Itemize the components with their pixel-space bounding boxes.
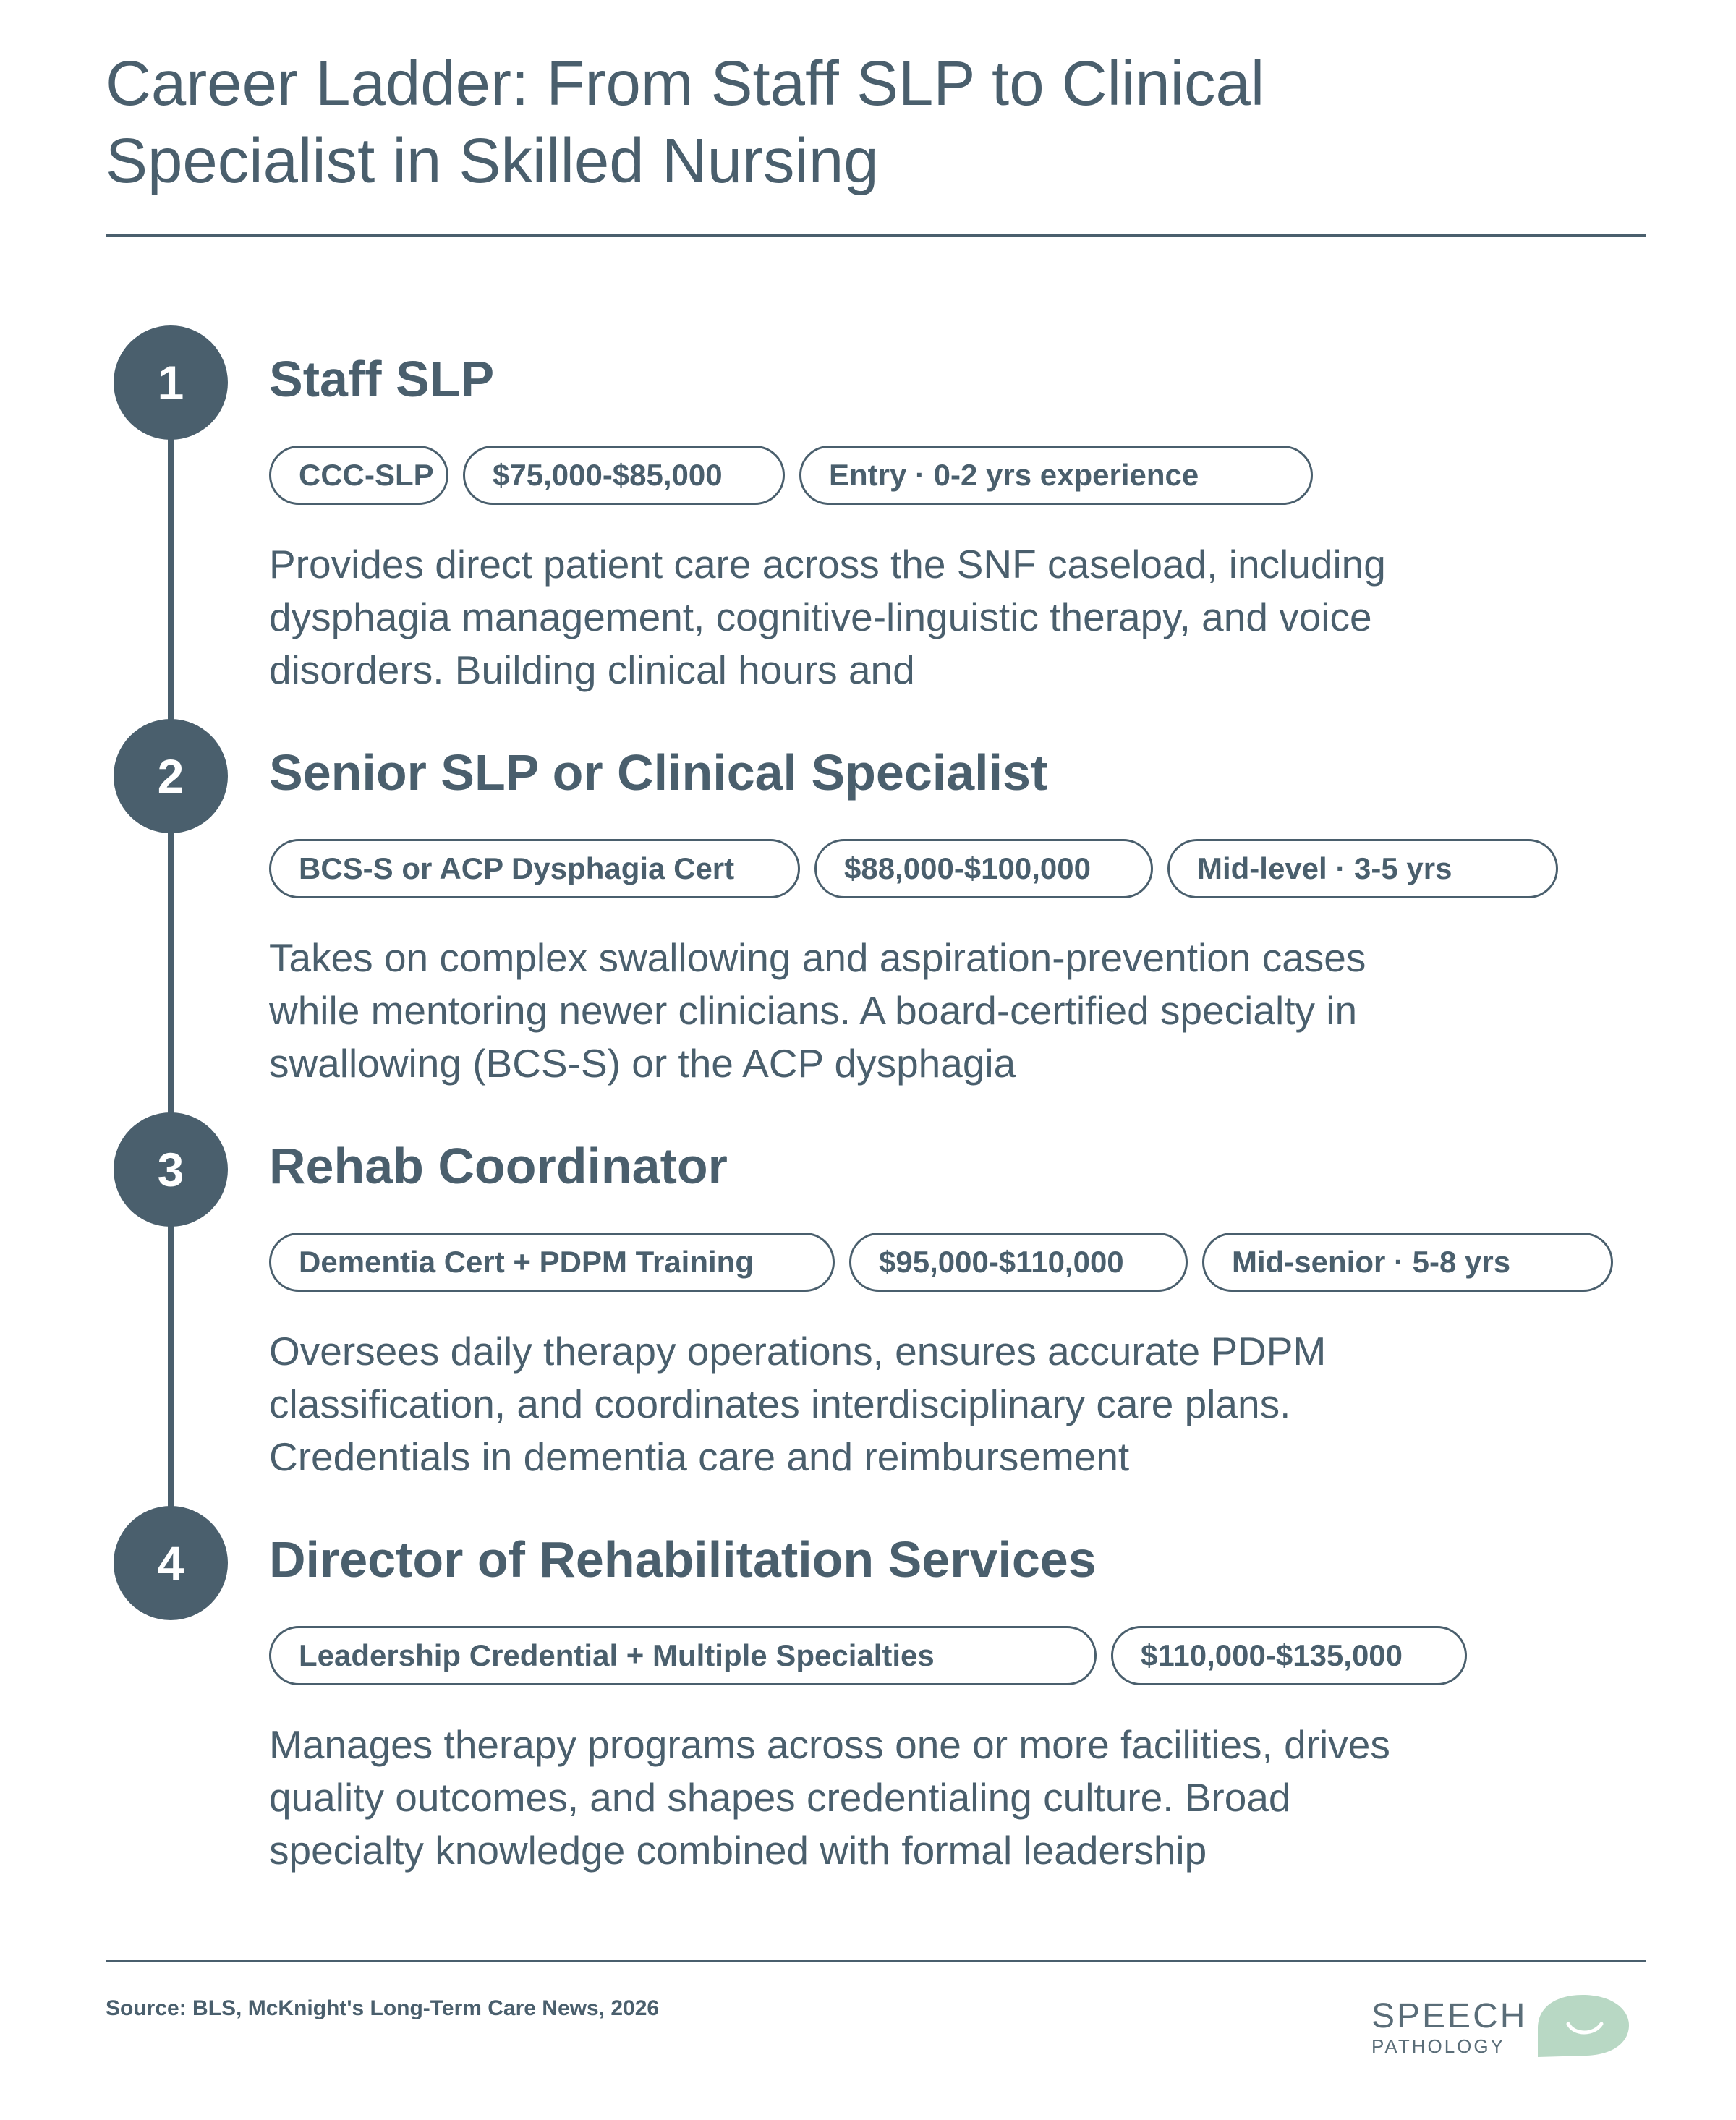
credential-pill: Leadership Credential + Multiple Specialties [269, 1626, 1097, 1685]
timeline-connector [168, 383, 174, 1562]
salary-pill: $75,000-$85,000 [463, 446, 785, 505]
speech-bubble-icon [1532, 1991, 1633, 2060]
level-pill: Entry · 0-2 yrs experience [799, 446, 1313, 505]
source-note: Source: BLS, McKnight's Long-Term Care News, 2026 [106, 1996, 660, 2020]
step-title: Senior SLP or Clinical Specialist [269, 744, 1048, 801]
title-divider [106, 234, 1646, 237]
step-title: Staff SLP [269, 351, 495, 407]
step-title: Rehab Coordinator [269, 1138, 728, 1194]
step-title: Director of Rehabilitation Services [269, 1531, 1097, 1588]
level-pill: Mid-level · 3-5 yrs [1167, 839, 1558, 898]
credential-pill: CCC-SLP [269, 446, 448, 505]
step-description: Provides direct patient care across the SNF caseload, including dysphagia management, cognitive-linguistic therapy, and voice disorders. Building clinical hours and [269, 542, 1386, 692]
credential-pill: BCS-S or ACP Dysphagia Cert [269, 839, 800, 898]
salary-pill: $110,000-$135,000 [1111, 1626, 1467, 1685]
footer-divider [106, 1960, 1646, 1962]
speech-pathology-logo [1371, 1991, 1632, 2063]
logo-word-pathology: PATHOLOGY [1371, 2035, 1505, 2057]
step-number-badge: 2 [114, 719, 228, 833]
credential-pill: Dementia Cert + PDPM Training [269, 1233, 835, 1292]
step-description: Takes on complex swallowing and aspiration-prevention cases while mentoring newer clinicians. A board-certified specialty in swallowing (BCS-S) or the ACP dysphagia [269, 935, 1366, 1086]
salary-pill: $88,000-$100,000 [814, 839, 1153, 898]
step-number-badge: 3 [114, 1112, 228, 1227]
page-title: Career Ladder: From Staff SLP to Clinical Specialist in Skilled Nursing [106, 48, 1265, 196]
logo-word-speech: SPEECH [1371, 1997, 1528, 2035]
step-description: Manages therapy programs across one or more facilities, drives quality outcomes, and shapes credentialing culture. Broad specialty knowledge combined with formal leadership [269, 1722, 1390, 1873]
salary-pill: $95,000-$110,000 [849, 1233, 1188, 1292]
step-number-badge: 4 [114, 1506, 228, 1620]
step-number-badge: 1 [114, 325, 228, 440]
step-description: Oversees daily therapy operations, ensures accurate PDPM classification, and coordinates interdisciplinary care plans. Credentials in dementia care and reimbursement [269, 1329, 1327, 1479]
level-pill: Mid-senior · 5-8 yrs [1202, 1233, 1613, 1292]
